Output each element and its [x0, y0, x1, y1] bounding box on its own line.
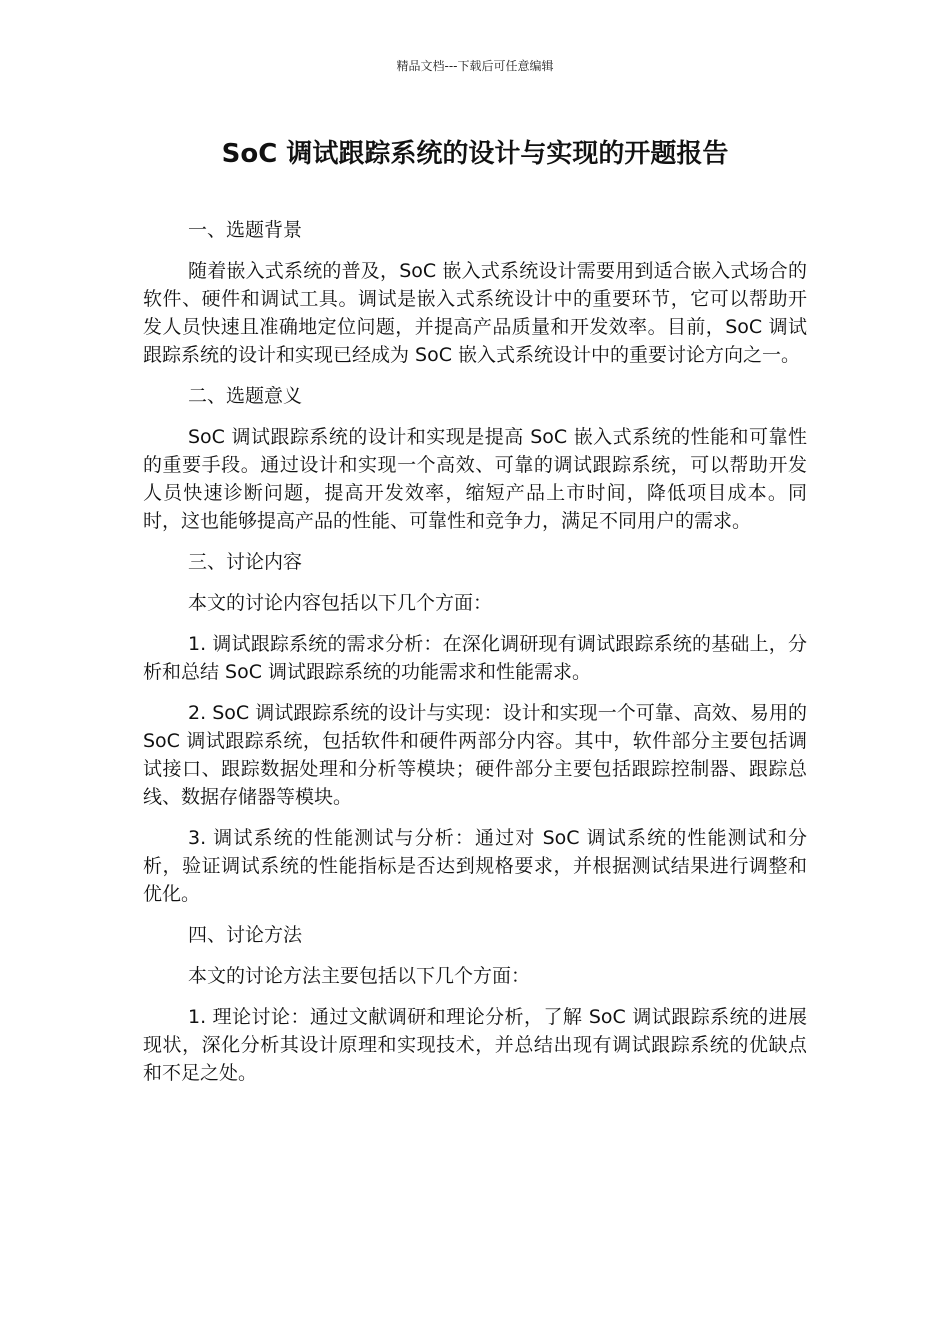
paragraph-content-intro: 本文的讨论内容包括以下几个方面：	[188, 592, 493, 614]
section-heading-significance: 二、选题意义	[188, 385, 303, 407]
header-note: 精品文档---下载后可任意编辑	[396, 59, 554, 73]
section-heading-method: 四、讨论方法	[188, 924, 303, 946]
content-item-1: 1. 调试跟踪系统的需求分析：在深化调研现有调试跟踪系统的基础上，分析和总结 SoC 调试跟踪系统的功能需求和性能需求。	[143, 633, 807, 683]
paragraph-background: 随着嵌入式系统的普及，SoC 嵌入式系统设计需要用到适合嵌入式场合的软件、硬件和调试工具。调试是嵌入式系统设计中的重要环节，它可以帮助开发人员快速且准确地定位问题，并提高产品质量和开发效率。目前，SoC 调试跟踪系统的设计和实现已经成为 SoC 嵌入式系统设计中的重要讨论方向之一。	[143, 260, 807, 366]
method-item-1: 1. 理论讨论：通过文献调研和理论分析，了解 SoC 调试跟踪系统的进展现状，深化分析其设计原理和实现技术，并总结出现有调试跟踪系统的优缺点和不足之处。	[143, 1006, 807, 1084]
document-body	[143, 216, 807, 1100]
section-heading-content: 三、讨论内容	[188, 551, 303, 573]
content-item-3: 3. 调试系统的性能测试与分析：通过对 SoC 调试系统的性能测试和分析，验证调试系统的性能指标是否达到规格要求，并根据测试结果进行调整和优化。	[143, 827, 807, 905]
paragraph-method-intro: 本文的讨论方法主要包括以下几个方面：	[188, 965, 531, 987]
paragraph-significance: SoC 调试跟踪系统的设计和实现是提高 SoC 嵌入式系统的性能和可靠性的重要手段。通过设计和实现一个高效、可靠的调试跟踪系统，可以帮助开发人员快速诊断问题，提高开发效率，缩短产品上市时间，降低项目成本。同时，这也能够提高产品的性能、可靠性和竞争力，满足不同用户的需求。	[143, 426, 807, 532]
content-item-2: 2. SoC 调试跟踪系统的设计与实现：设计和实现一个可靠、高效、易用的 SoC 调试跟踪系统，包括软件和硬件两部分内容。其中，软件部分主要包括调试接口、跟踪数据处理和分析等模块；硬件部分主要包括跟踪控制器、跟踪总线、数据存储器等模块。	[143, 702, 807, 808]
section-heading-background: 一、选题背景	[188, 219, 303, 241]
document-title: SoC 调试跟踪系统的设计与实现的开题报告	[221, 139, 729, 169]
